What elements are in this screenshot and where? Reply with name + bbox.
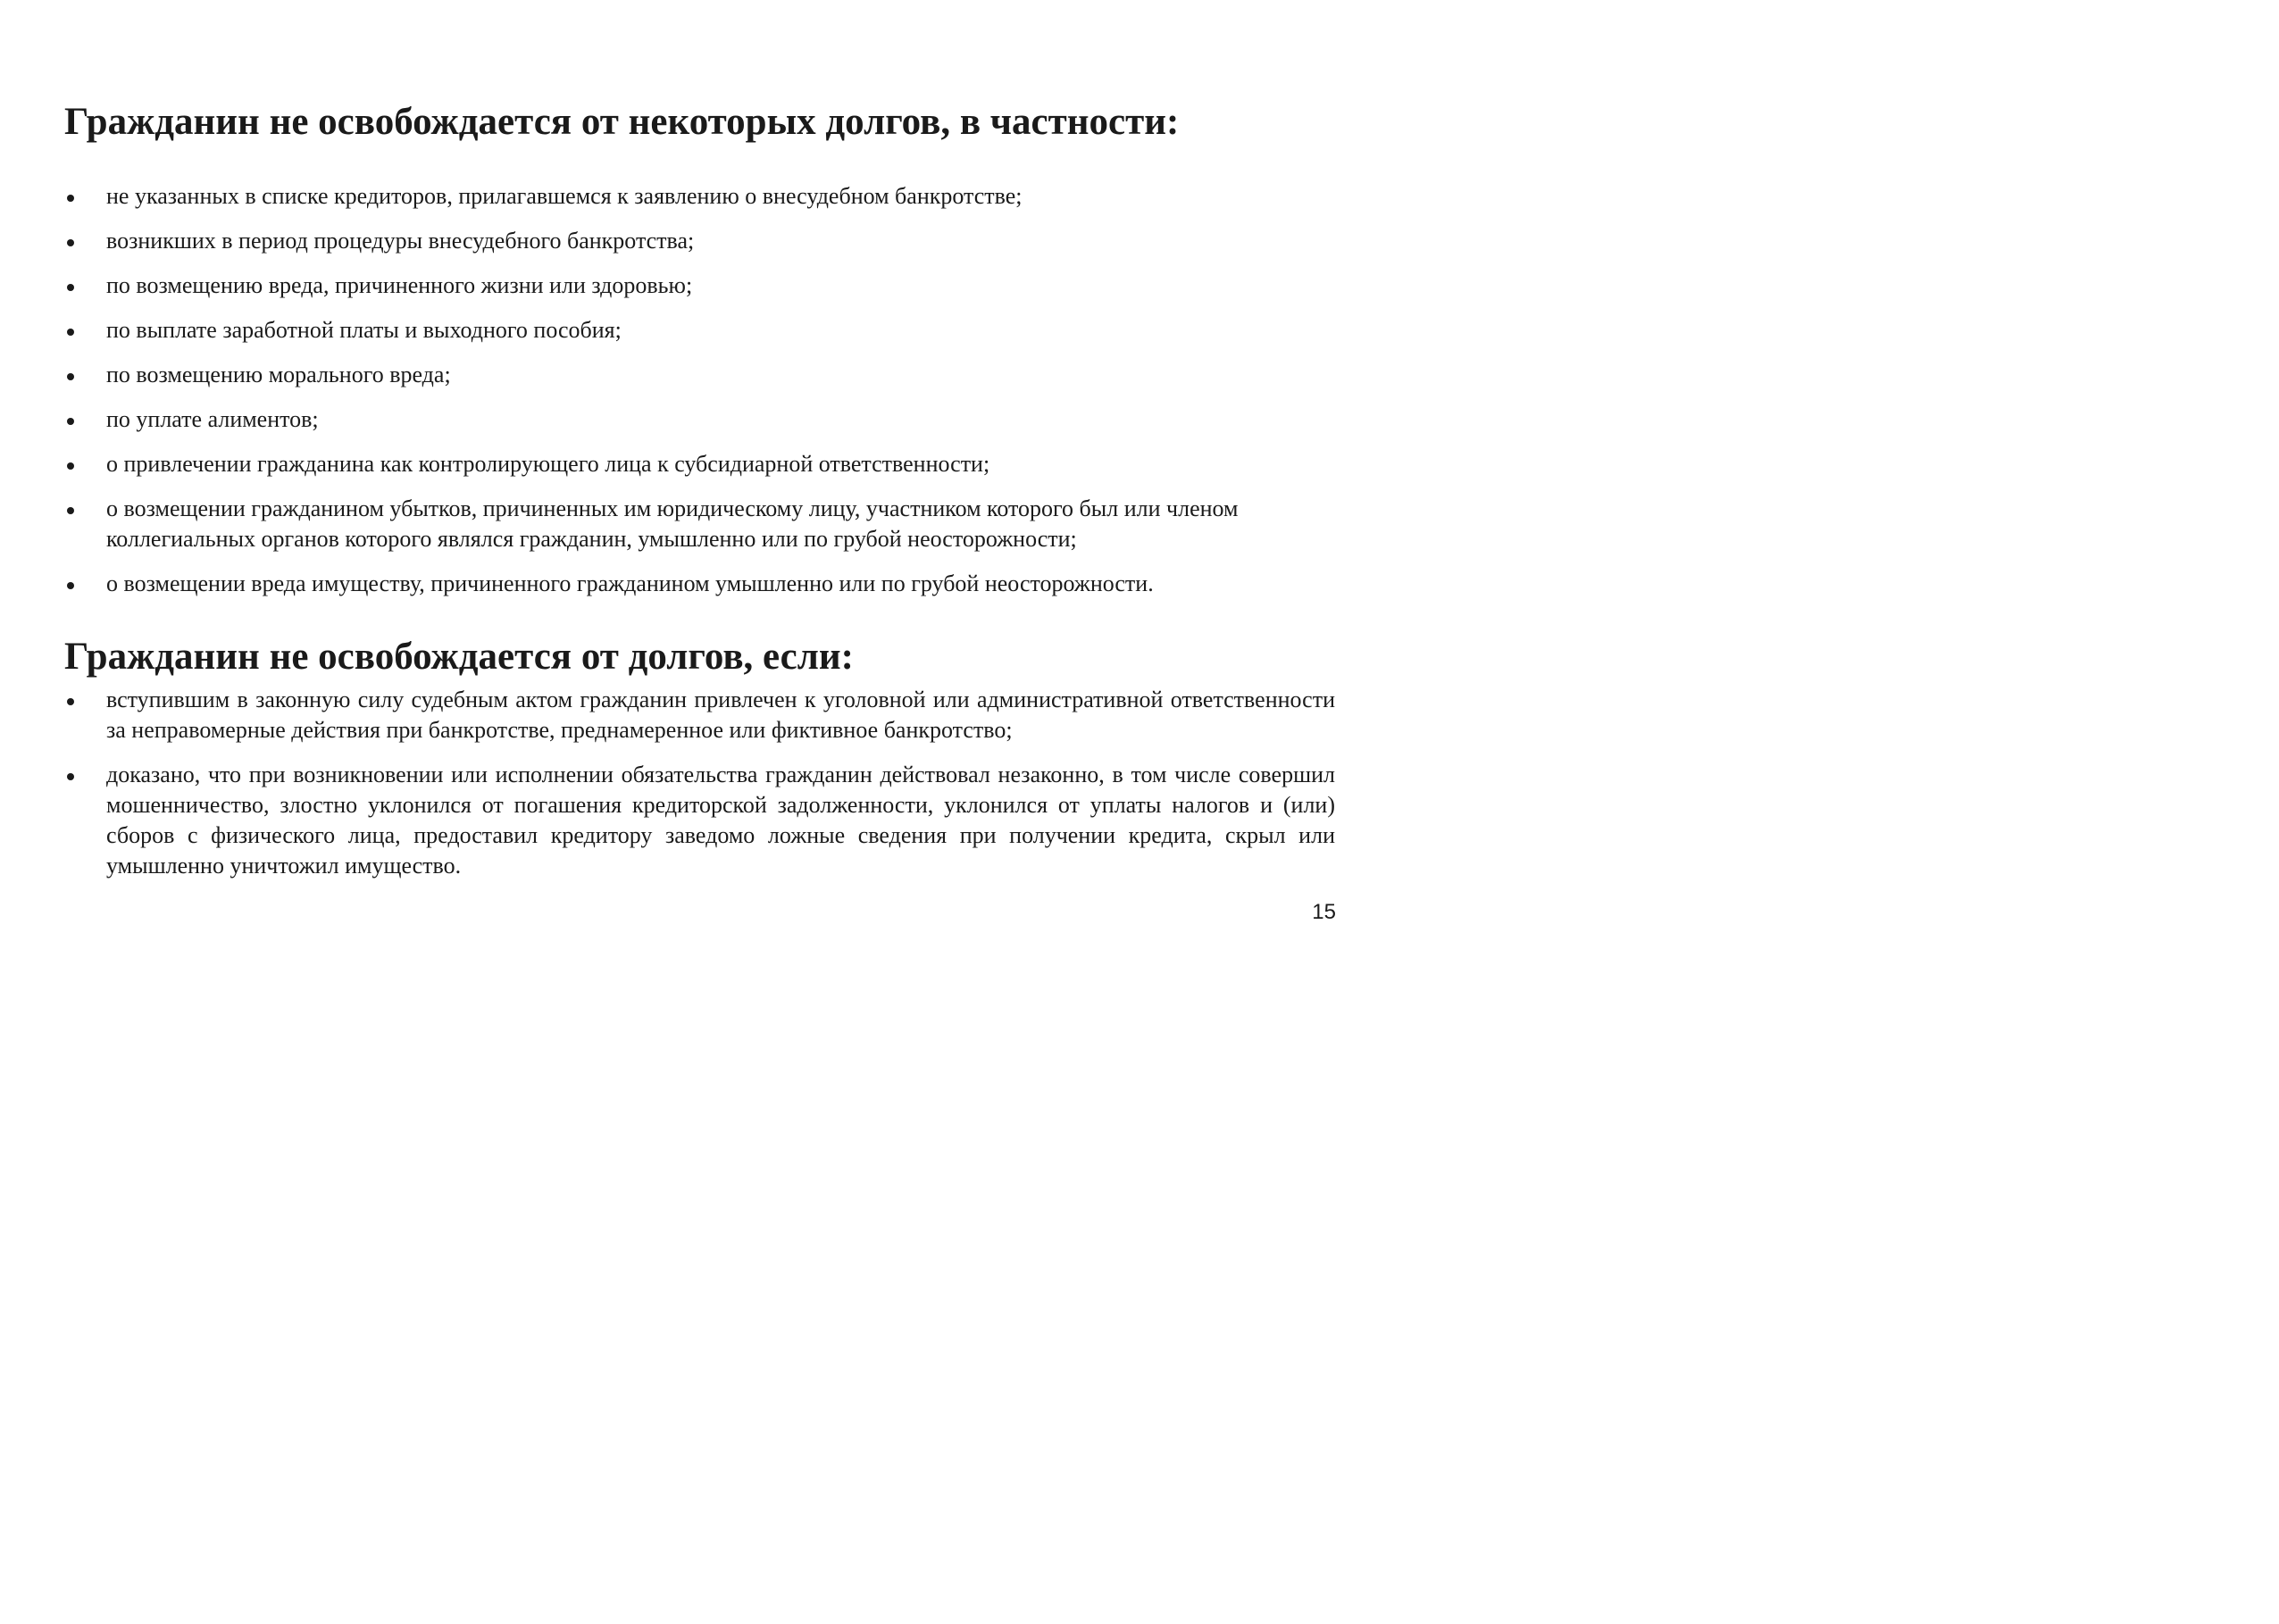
list-item [0,360,1335,390]
list-item [0,569,1335,599]
bullet-icon [67,418,74,425]
bullet-icon [67,462,74,470]
list-item-text: не указанных в списке кредиторов, прилагавшемся к заявлению о внесудебном банкротстве; [106,183,1023,209]
list-item [0,181,1335,212]
list-item [0,315,1335,346]
list-item-text: по уплате алиментов; [106,406,319,432]
bullet-icon [67,582,74,589]
bullet-icon [67,698,74,705]
list-item-text: о возмещении вреда имуществу, причиненного гражданином умышленно или по грубой неосторожности. [106,570,1154,596]
list-item [0,226,1335,256]
list-item [0,404,1335,435]
debt-exceptions-list [0,181,1335,613]
section-heading-no-exemption: Гражданин не освобождается от долгов, если: [64,636,854,678]
bullet-icon [67,329,74,336]
list-item [0,760,1335,881]
page-number: 15 [1312,900,1336,924]
list-item-text: по выплате заработной платы и выходного пособия; [106,317,622,343]
section-heading-partial-exemption: Гражданин не освобождается от некоторых долгов, в частности: [64,101,1180,143]
bullet-icon [67,284,74,291]
list-item [0,271,1335,301]
document-page [0,0,1386,980]
list-item [0,685,1335,745]
bullet-icon [67,195,74,202]
bullet-icon [67,239,74,246]
list-item-text: доказано, что при возникновении или исполнении обязательства гражданин действовал незаконно, в том числе совершил мошенничество, злостно уклонился от погашения кредиторской задолженности, уклонился от уплаты налогов и (или) сборов с физического лица, предоставил кредитору заведомо ложные сведения при получении кредита, скрыл или умышленно уничтожил имущество. [106,762,1335,879]
list-item-text: по возмещению вреда, причиненного жизни или здоровью; [106,272,693,298]
bullet-icon [67,373,74,380]
list-item-text: о привлечении гражданина как контролирующего лица к субсидиарной ответственности; [106,451,990,477]
bullet-icon [67,773,74,780]
list-item-text: по возмещению морального вреда; [106,362,451,387]
list-item-text: возникших в период процедуры внесудебного банкротства; [106,228,695,254]
bullet-icon [67,507,74,514]
list-item-text: вступившим в законную силу судебным актом гражданин привлечен к уголовной или административной ответственности за неправомерные действия при банкротстве, преднамеренное или фиктивное банкротство; [106,687,1335,743]
list-item [0,494,1335,554]
list-item-text: о возмещении гражданином убытков, причиненных им юридическому лицу, участником которого был или членом коллегиальных органов которого являлся гражданин, умышленно или по грубой неосторожности; [106,496,1239,552]
no-exemption-conditions-list [0,685,1335,895]
list-item [0,449,1335,479]
